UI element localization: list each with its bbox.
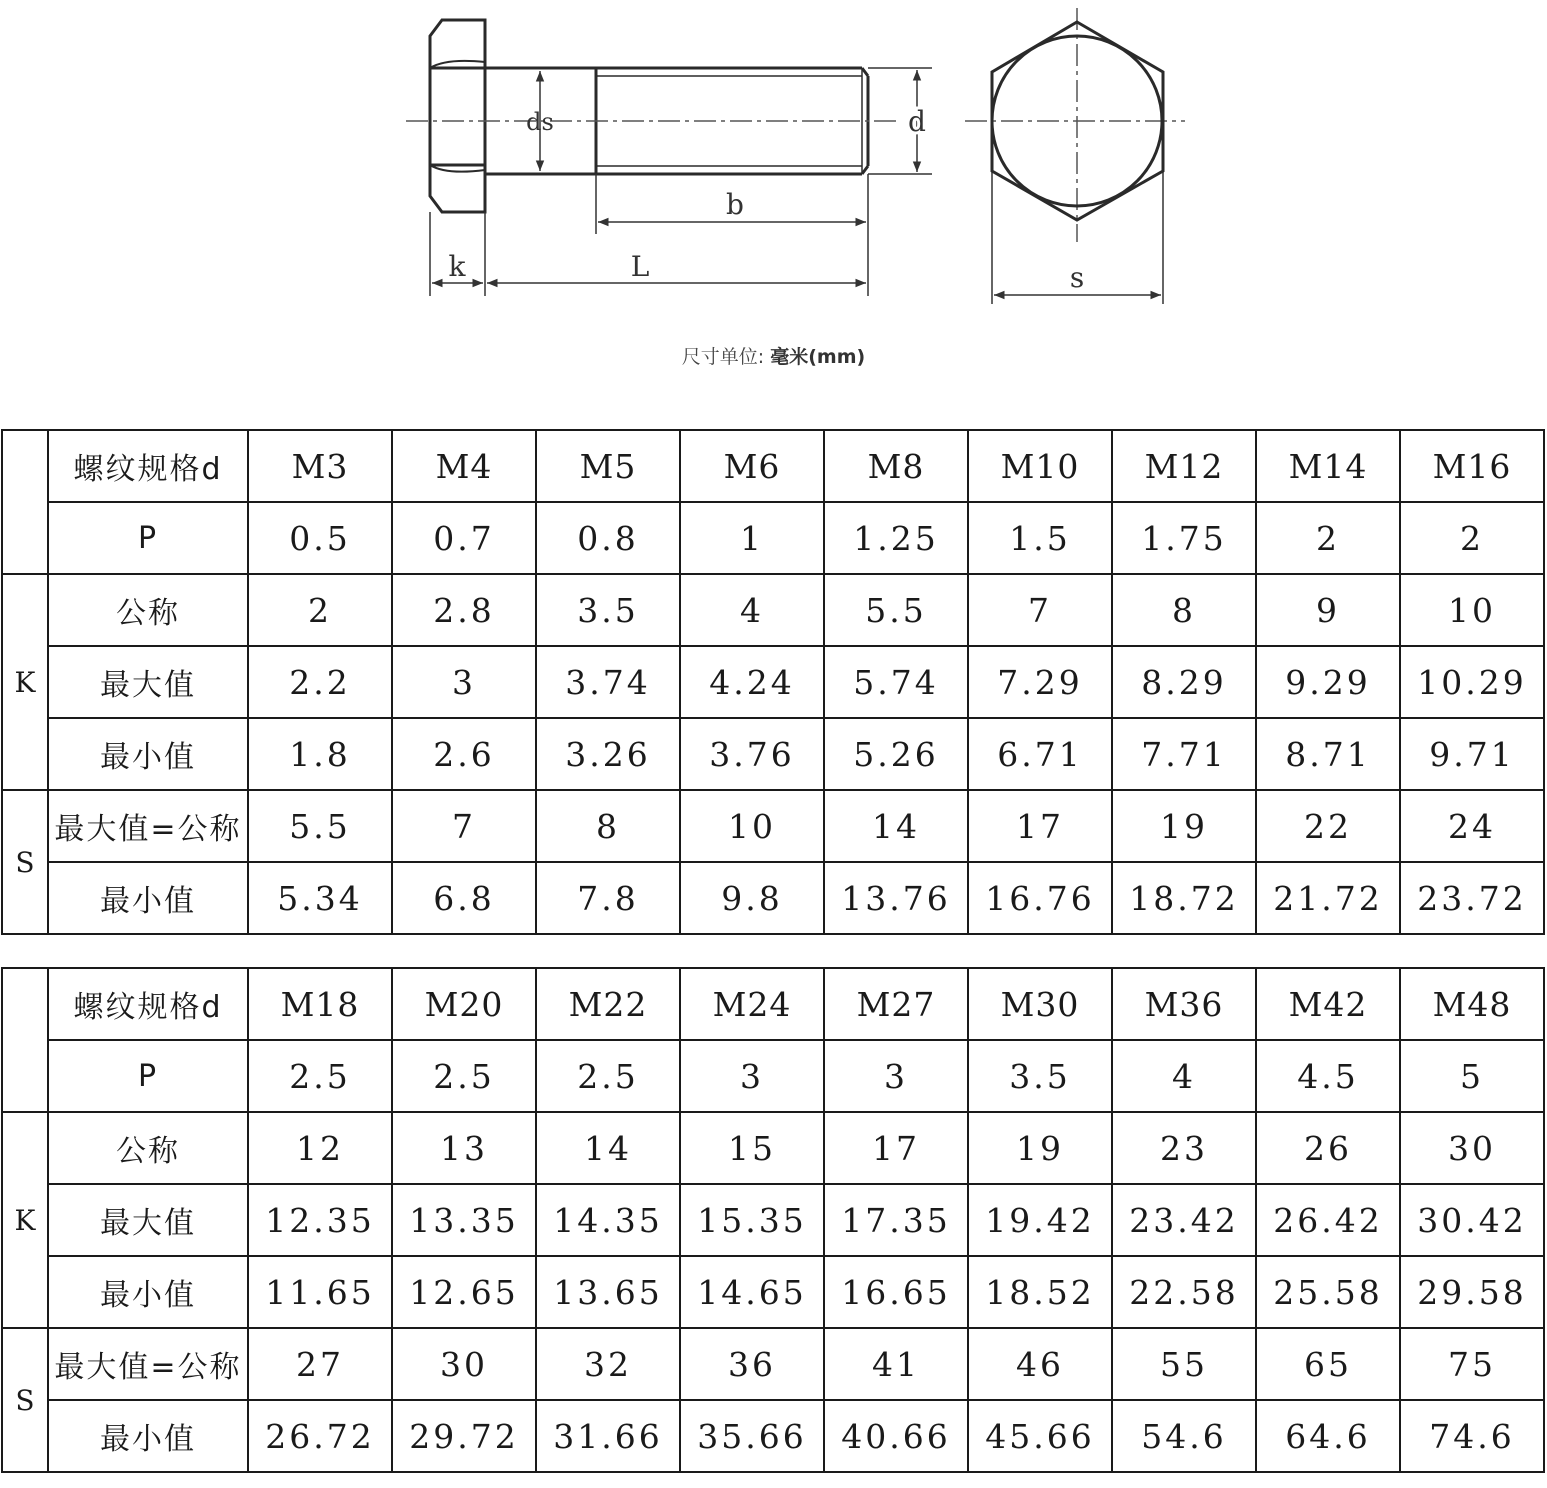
s-min-cell: 6.8 bbox=[392, 862, 536, 934]
s-max-cell: 41 bbox=[824, 1328, 968, 1400]
s-group-label: S bbox=[2, 790, 48, 934]
k-nominal-cell: 7 bbox=[968, 574, 1112, 646]
k-max-cell: 12.35 bbox=[248, 1184, 392, 1256]
s-max-cell: 17 bbox=[968, 790, 1112, 862]
k-max-cell: 30.42 bbox=[1400, 1184, 1544, 1256]
k-min-row bbox=[2, 718, 1544, 790]
k-nominal-cell: 19 bbox=[968, 1112, 1112, 1184]
s-min-row bbox=[2, 862, 1544, 934]
k-nominal-cell: 12 bbox=[248, 1112, 392, 1184]
k-max-cell: 14.35 bbox=[536, 1184, 680, 1256]
spec-cell: M24 bbox=[680, 968, 824, 1040]
spec-row bbox=[2, 968, 1544, 1040]
pitch-cell: 0.8 bbox=[536, 502, 680, 574]
k-max-cell: 3 bbox=[392, 646, 536, 718]
k-nominal-cell: 9 bbox=[1256, 574, 1400, 646]
s-label: s bbox=[1069, 261, 1085, 294]
pitch-cell: 1 bbox=[680, 502, 824, 574]
k-max-label: 最大值 bbox=[48, 646, 248, 718]
k-nominal-cell: 5.5 bbox=[824, 574, 968, 646]
s-max-cell: 8 bbox=[536, 790, 680, 862]
k-max-cell: 2.2 bbox=[248, 646, 392, 718]
pitch-cell: 2 bbox=[1400, 502, 1544, 574]
s-max-row bbox=[2, 790, 1544, 862]
k-min-cell: 12.65 bbox=[392, 1256, 536, 1328]
k-nominal-row bbox=[2, 574, 1544, 646]
k-nominal-cell: 10 bbox=[1400, 574, 1544, 646]
k-nominal-row bbox=[2, 1112, 1544, 1184]
s-min-row bbox=[2, 1400, 1544, 1472]
spec-label: 螺纹规格d bbox=[48, 968, 248, 1040]
spec-cell: M22 bbox=[536, 968, 680, 1040]
k-nominal-cell: 3.5 bbox=[536, 574, 680, 646]
k-min-cell: 18.52 bbox=[968, 1256, 1112, 1328]
s-max-label: 最大值=公称 bbox=[48, 790, 248, 862]
k-group-label: K bbox=[2, 574, 48, 790]
s-max-cell: 22 bbox=[1256, 790, 1400, 862]
k-min-cell: 22.58 bbox=[1112, 1256, 1256, 1328]
k-max-row bbox=[2, 646, 1544, 718]
pitch-cell: 1.75 bbox=[1112, 502, 1256, 574]
k-max-cell: 8.29 bbox=[1112, 646, 1256, 718]
s-min-cell: 40.66 bbox=[824, 1400, 968, 1472]
s-max-row bbox=[2, 1328, 1544, 1400]
s-min-cell: 18.72 bbox=[1112, 862, 1256, 934]
k-nominal-cell: 23 bbox=[1112, 1112, 1256, 1184]
k-min-cell: 5.26 bbox=[824, 718, 968, 790]
s-max-cell: 10 bbox=[680, 790, 824, 862]
k-min-label: 最小值 bbox=[48, 718, 248, 790]
k-min-cell: 25.58 bbox=[1256, 1256, 1400, 1328]
s-max-cell: 19 bbox=[1112, 790, 1256, 862]
s-min-label: 最小值 bbox=[48, 1400, 248, 1472]
k-max-cell: 7.29 bbox=[968, 646, 1112, 718]
s-min-cell: 9.8 bbox=[680, 862, 824, 934]
k-min-row bbox=[2, 1256, 1544, 1328]
s-max-cell: 32 bbox=[536, 1328, 680, 1400]
k-min-cell: 3.76 bbox=[680, 718, 824, 790]
k-min-cell: 8.71 bbox=[1256, 718, 1400, 790]
k-nominal-cell: 26 bbox=[1256, 1112, 1400, 1184]
spec-cell: M5 bbox=[536, 430, 680, 502]
k-max-cell: 19.42 bbox=[968, 1184, 1112, 1256]
spec-cell: M8 bbox=[824, 430, 968, 502]
s-min-cell: 64.6 bbox=[1256, 1400, 1400, 1472]
pitch-cell: 2.5 bbox=[248, 1040, 392, 1112]
spec-cell: M48 bbox=[1400, 968, 1544, 1040]
k-max-cell: 17.35 bbox=[824, 1184, 968, 1256]
s-min-cell: 74.6 bbox=[1400, 1400, 1544, 1472]
k-max-row bbox=[2, 1184, 1544, 1256]
spec-row bbox=[2, 430, 1544, 502]
spec-cell: M20 bbox=[392, 968, 536, 1040]
spec-label: 螺纹规格d bbox=[48, 430, 248, 502]
s-max-cell: 65 bbox=[1256, 1328, 1400, 1400]
spec-cell: M16 bbox=[1400, 430, 1544, 502]
empty-corner-cell bbox=[2, 430, 48, 574]
spec-cell: M42 bbox=[1256, 968, 1400, 1040]
spec-cell: M4 bbox=[392, 430, 536, 502]
s-max-cell: 30 bbox=[392, 1328, 536, 1400]
k-nominal-cell: 30 bbox=[1400, 1112, 1544, 1184]
s-max-label: 最大值=公称 bbox=[48, 1328, 248, 1400]
pitch-cell: 2.5 bbox=[536, 1040, 680, 1112]
k-max-cell: 13.35 bbox=[392, 1184, 536, 1256]
k-nominal-label: 公称 bbox=[48, 1112, 248, 1184]
s-min-cell: 5.34 bbox=[248, 862, 392, 934]
k-nominal-cell: 17 bbox=[824, 1112, 968, 1184]
k-min-cell: 7.71 bbox=[1112, 718, 1256, 790]
k-min-cell: 11.65 bbox=[248, 1256, 392, 1328]
bolt-dimension-drawing bbox=[0, 0, 1547, 400]
k-min-label: 最小值 bbox=[48, 1256, 248, 1328]
s-max-cell: 24 bbox=[1400, 790, 1544, 862]
pitch-row bbox=[2, 502, 1544, 574]
caption-unit: 毫米(mm) bbox=[770, 346, 866, 368]
k-max-cell: 9.29 bbox=[1256, 646, 1400, 718]
k-min-cell: 6.71 bbox=[968, 718, 1112, 790]
s-max-cell: 5.5 bbox=[248, 790, 392, 862]
pitch-cell: 0.7 bbox=[392, 502, 536, 574]
pitch-cell: 1.5 bbox=[968, 502, 1112, 574]
d-label: d bbox=[908, 105, 926, 138]
k-nominal-cell: 14 bbox=[536, 1112, 680, 1184]
s-min-cell: 35.66 bbox=[680, 1400, 824, 1472]
k-min-cell: 3.26 bbox=[536, 718, 680, 790]
s-min-cell: 29.72 bbox=[392, 1400, 536, 1472]
k-max-cell: 23.42 bbox=[1112, 1184, 1256, 1256]
spec-table-1 bbox=[1, 429, 1545, 935]
pitch-cell: 4 bbox=[1112, 1040, 1256, 1112]
pitch-cell: 1.25 bbox=[824, 502, 968, 574]
k-min-cell: 13.65 bbox=[536, 1256, 680, 1328]
s-min-cell: 21.72 bbox=[1256, 862, 1400, 934]
spec-cell: M10 bbox=[968, 430, 1112, 502]
k-min-cell: 2.6 bbox=[392, 718, 536, 790]
k-min-cell: 29.58 bbox=[1400, 1256, 1544, 1328]
k-nominal-cell: 2.8 bbox=[392, 574, 536, 646]
pitch-cell: 2.5 bbox=[392, 1040, 536, 1112]
k-nominal-cell: 15 bbox=[680, 1112, 824, 1184]
s-max-cell: 27 bbox=[248, 1328, 392, 1400]
s-min-cell: 16.76 bbox=[968, 862, 1112, 934]
pitch-label: P bbox=[48, 502, 248, 574]
k-min-cell: 9.71 bbox=[1400, 718, 1544, 790]
s-min-cell: 26.72 bbox=[248, 1400, 392, 1472]
k-max-cell: 3.74 bbox=[536, 646, 680, 718]
s-max-cell: 14 bbox=[824, 790, 968, 862]
k-nominal-cell: 8 bbox=[1112, 574, 1256, 646]
unit-caption bbox=[0, 342, 1547, 369]
caption-prefix: 尺寸单位: bbox=[681, 346, 771, 368]
pitch-label: P bbox=[48, 1040, 248, 1112]
k-min-cell: 16.65 bbox=[824, 1256, 968, 1328]
bolt-side-view bbox=[430, 20, 868, 212]
empty-corner-cell bbox=[2, 968, 48, 1112]
k-max-label: 最大值 bbox=[48, 1184, 248, 1256]
L-label: L bbox=[630, 250, 650, 283]
s-group-label: S bbox=[2, 1328, 48, 1472]
b-label: b bbox=[726, 188, 744, 221]
spec-table-2 bbox=[1, 967, 1545, 1473]
s-min-cell: 45.66 bbox=[968, 1400, 1112, 1472]
ds-label: ds bbox=[526, 108, 554, 136]
pitch-cell: 3 bbox=[680, 1040, 824, 1112]
s-min-cell: 13.76 bbox=[824, 862, 968, 934]
pitch-cell: 3 bbox=[824, 1040, 968, 1112]
spec-cell: M36 bbox=[1112, 968, 1256, 1040]
spec-cell: M14 bbox=[1256, 430, 1400, 502]
k-max-cell: 26.42 bbox=[1256, 1184, 1400, 1256]
s-min-cell: 54.6 bbox=[1112, 1400, 1256, 1472]
spec-cell: M30 bbox=[968, 968, 1112, 1040]
spec-cell: M18 bbox=[248, 968, 392, 1040]
s-min-label: 最小值 bbox=[48, 862, 248, 934]
spec-cell: M27 bbox=[824, 968, 968, 1040]
spec-cell: M3 bbox=[248, 430, 392, 502]
pitch-cell: 0.5 bbox=[248, 502, 392, 574]
k-group-label: K bbox=[2, 1112, 48, 1328]
s-min-cell: 7.8 bbox=[536, 862, 680, 934]
s-max-cell: 7 bbox=[392, 790, 536, 862]
k-min-cell: 1.8 bbox=[248, 718, 392, 790]
k-nominal-cell: 2 bbox=[248, 574, 392, 646]
k-min-cell: 14.65 bbox=[680, 1256, 824, 1328]
k-nominal-label: 公称 bbox=[48, 574, 248, 646]
k-nominal-cell: 13 bbox=[392, 1112, 536, 1184]
pitch-cell: 4.5 bbox=[1256, 1040, 1400, 1112]
k-max-cell: 15.35 bbox=[680, 1184, 824, 1256]
k-max-cell: 4.24 bbox=[680, 646, 824, 718]
s-max-cell: 36 bbox=[680, 1328, 824, 1400]
k-nominal-cell: 4 bbox=[680, 574, 824, 646]
k-max-cell: 10.29 bbox=[1400, 646, 1544, 718]
pitch-cell: 3.5 bbox=[968, 1040, 1112, 1112]
pitch-cell: 5 bbox=[1400, 1040, 1544, 1112]
k-max-cell: 5.74 bbox=[824, 646, 968, 718]
k-label: k bbox=[448, 250, 466, 283]
s-min-cell: 23.72 bbox=[1400, 862, 1544, 934]
s-max-cell: 75 bbox=[1400, 1328, 1544, 1400]
pitch-row bbox=[2, 1040, 1544, 1112]
s-max-cell: 55 bbox=[1112, 1328, 1256, 1400]
spec-cell: M12 bbox=[1112, 430, 1256, 502]
s-min-cell: 31.66 bbox=[536, 1400, 680, 1472]
spec-cell: M6 bbox=[680, 430, 824, 502]
s-max-cell: 46 bbox=[968, 1328, 1112, 1400]
pitch-cell: 2 bbox=[1256, 502, 1400, 574]
